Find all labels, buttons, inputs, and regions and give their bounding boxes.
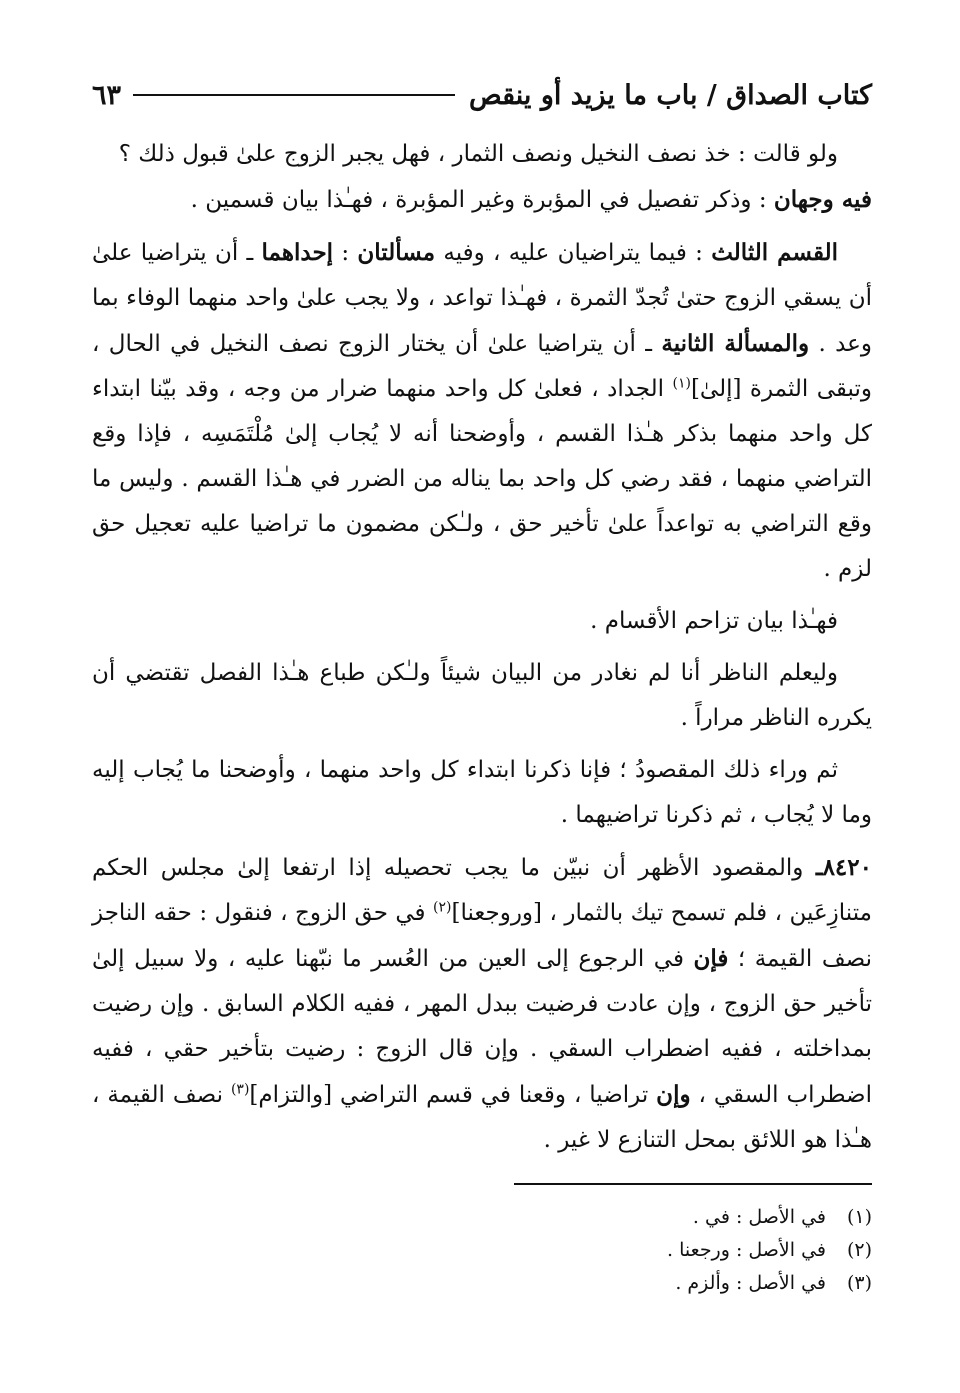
footnote-separator [514, 1183, 872, 1185]
paragraph-3: فهـٰذا بيان تزاحم الأقسام . [590, 608, 838, 634]
paragraph-2 [92, 230, 872, 592]
paragraph-2-text-3: ـ أن يتراضيا علىٰ أن يسقي الزوج حتىٰ تُجدّ الثمرة ، فهـٰذا تواعد ، ولا يجب علىٰ واحد منهما الوفاء بما وعد . [92, 240, 872, 357]
paragraph-1 [92, 132, 872, 223]
paragraph-6-text-5: نصف القيمة ، هـٰذا هو اللائق بمحل التنازع لا غير . [92, 1082, 872, 1153]
paragraph-2-text-5: الجداد ، فعلىٰ كل واحد منهما ضرار من وجه ، وقد بيّنا ابتداء كل واحد منهما بذكر هـٰذا القسم ، وأوضحنا أنه لا يُجاب إلىٰ مُلْتَمَسِه ، فإذا وقع التراضي منهما ، فقد رضي كل واحد بما يناله من الضرر في هـٰذا القسم . وليس ما وقع التراضي به تواعداً علىٰ تأخير حق ، ولـٰكن مضمون ما تراضيا عليه تعجيل حق لزم . [92, 376, 872, 582]
paragraph-6-bold-3: وإن [656, 1081, 691, 1108]
paragraph-6-text-3: في الرجوع إلى العين من العُسر ما نبّهنا عليه ، ولا سبيل إلىٰ تأخير حق الزوج ، وإن عادت فرضيت ببدل المهر ، ففيه الكلام السابق . وإن رضيت بمداخلته ، ففيه اضطراب السقي . وإن قال الزوج : رضيت بتأخير حقي ، ففيه اضطراب السقي ، [92, 946, 872, 1108]
footnote-2 [92, 1234, 872, 1267]
footnote-ref-2[interactable]: (٢) [433, 899, 452, 916]
paragraph-2-bold-4: والمسألة الثانية [661, 330, 810, 357]
footnote-1-number: (١) [846, 1206, 872, 1228]
paragraph-1-rest: : وذكر تفصيل في المؤبرة وغير المؤبرة ، فهـٰذا بيان قسمين . [190, 187, 774, 213]
paragraph-5: ثم وراء ذلك المقصودُ ؛ فإنا ذكرنا ابتداء كل واحد منهما ، وأوضحنا ما يُجاب إليه وما لا يُجاب ، ثم ذكرنا تراضيهما . [92, 757, 872, 828]
paragraph-2-bold-3: إحداهما [261, 239, 334, 266]
footnote-3 [92, 1267, 872, 1300]
footnote-3-number: (٣) [846, 1272, 872, 1294]
footnote-3-text: في الأصل : وألزم . [675, 1272, 826, 1294]
header-rule [133, 94, 455, 96]
paragraph-4: وليعلم الناظر أنا لم نغادر من البيان شيئاً ولـٰكن طباع هـٰذا الفصل تقتضي أن يكرره الناظر مراراً . [92, 660, 872, 731]
paragraph-6-text-2: في حق الزوج ، فنقول : حقه الناجز نصف القيمة ؛ [92, 900, 872, 972]
paragraph-2-bold-2: مسألتان [357, 239, 436, 266]
chapter-title: كتاب الصداق / باب ما يزيد أو ينقص [469, 79, 872, 111]
footnote-2-text: في الأصل : ورجعنا . [667, 1239, 826, 1261]
section-three-heading: القسم الثالث [711, 239, 838, 266]
page-number: ٦٣ [92, 79, 122, 111]
footnote-1-text: في الأصل : في . [692, 1206, 826, 1228]
paragraph-6-text-4: تراضيا ، وقعنا في قسم التراضي [والتزام] [249, 1082, 657, 1108]
issue-number: ٨٤٢٠ـ [815, 854, 872, 881]
paragraph-2-text-2: : [333, 240, 358, 266]
footnotes [92, 1201, 872, 1300]
paragraph-2-text-1: : فيما يتراضيان عليه ، وفيه [435, 240, 712, 266]
paragraph-6-bold-2: فإن [693, 945, 729, 972]
footnote-1 [92, 1201, 872, 1234]
paragraph-1-line-1: ولو قالت : خذ نصف النخيل ونصف الثمار ، فهل يجبر الزوج علىٰ قبول ذلك ؟ [118, 141, 838, 167]
running-header [92, 72, 872, 118]
paragraph-6 [92, 845, 872, 1163]
footnote-ref-3[interactable]: (٣) [230, 1081, 250, 1098]
footnote-ref-1[interactable]: (١) [672, 375, 691, 392]
paragraph-2-text-4: ـ أن يتراضيا علىٰ أن يختار الزوج نصف النخيل في الحال ، وتبقى الثمرة [إلىٰ] [92, 331, 872, 402]
paragraph-6-text-1: والمقصود الأظهر أن نبيّن ما يجب تحصيله إذا ارتفعا إلىٰ مجلس الحكم متنازِعَين ، فلم تسمح تيك بالثمار ، [وروجعنا] [92, 855, 872, 926]
paragraph-1-bold: فيه وجهان [773, 186, 872, 213]
footnote-2-number: (٢) [846, 1239, 872, 1261]
